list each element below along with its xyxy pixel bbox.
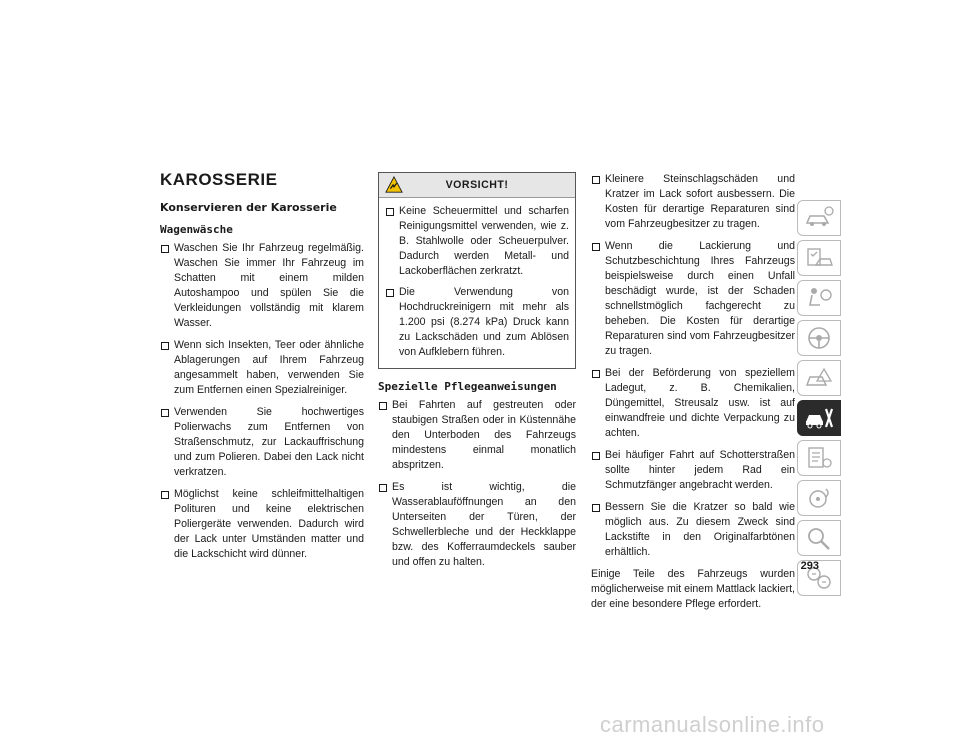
car-check-icon xyxy=(804,245,834,271)
column-right xyxy=(591,172,795,612)
watermark: carmanualsonline.info xyxy=(600,712,825,737)
specifications-icon xyxy=(804,445,834,471)
multimedia-icon xyxy=(804,485,834,511)
list-item: Keine Scheuermittel und scharfen Reinigungsmittel verwenden, wie z. B. Stahlwolle oder Scheuerpulver. Dadurch werden Metall- und Lackoberflächen zerkratzt. xyxy=(385,204,569,279)
tab-service[interactable] xyxy=(797,400,841,436)
list-item: Es ist wichtig, die Wasserablauföffnungen an den Unterseiten der Türen, der Schwellerbleche und der Heckklappe bzw. des Kofferraumdeckels sauber und offen zu halten. xyxy=(378,480,576,570)
caution-body xyxy=(379,198,575,368)
list-item: Die Verwendung von Hochdruckreinigern mit mehr als 1.200 psi (8.274 kPa) Druck kann zu Lackschäden und zum Ablösen von Aufklebern führen. xyxy=(385,285,569,360)
car-info-icon xyxy=(804,205,834,231)
search-icon xyxy=(804,525,834,551)
subsection-title: Konservieren der Karosserie xyxy=(160,201,337,214)
column-left xyxy=(160,170,364,569)
list-item: Bei häufiger Fahrt auf Schotterstraßen sollte hinter jedem Rad ein Schmutzfänger angebracht werden. xyxy=(591,448,795,493)
list-item: Möglichst keine schleifmittelhaltigen Polituren und keine elektrischen Poliergeräte verwenden. Dadurch wird der Lack unter Umständen matter und die Lackschicht wird dünner. xyxy=(160,487,364,562)
list-item: Waschen Sie Ihr Fahrzeug regelmäßig. Waschen Sie immer Ihr Fahrzeug im Schatten mit einem milden Autoshampoo und spülen Sie die Verkleidungen vollständig mit klarem Wasser. xyxy=(160,241,364,331)
special-heading: Spezielle Pflegeanweisungen xyxy=(378,380,557,393)
list-item: Bei Fahrten auf gestreuten oder staubigen Straßen oder in Küstennähe den Unterboden des Fahrzeugs mindestens einmal monatlich abspritzen. xyxy=(378,398,576,473)
warning-triangle-icon xyxy=(385,176,403,194)
car-tools-icon xyxy=(804,405,834,431)
tab-multimedia[interactable] xyxy=(797,480,841,516)
caution-title: VORSICHT! xyxy=(445,178,509,191)
care-list xyxy=(591,172,795,560)
chapter-tabs xyxy=(797,200,841,600)
steering-wheel-icon xyxy=(804,325,834,351)
car-crash-icon xyxy=(804,365,834,391)
page-number: 293 xyxy=(800,560,819,572)
tab-specs[interactable] xyxy=(797,440,841,476)
matte-paint-paragraph: Einige Teile des Fahrzeugs wurden möglicherweise mit einem Mattlack lackiert, der eine besondere Pflege erfordert. xyxy=(591,568,795,610)
tab-emergency[interactable] xyxy=(797,360,841,396)
list-item: Wenn die Lackierung und Schutzbeschichtung Ihres Fahrzeugs beispielsweise durch einen Unfall beschädigt wurde, ist der Schaden schnellstmöglich fachgerecht zu beheben. Die Kosten für derartige Reparaturen sind vom Fahrzeugbesitzer zu tragen. xyxy=(591,239,795,359)
tab-index[interactable] xyxy=(797,520,841,556)
list-item: Wenn sich Insekten, Teer oder ähnliche Ablagerungen auf Ihrem Fahrzeug angesammelt haben, verwenden Sie zum Entfernen einen Spezialreiniger. xyxy=(160,338,364,398)
tab-driving[interactable] xyxy=(797,320,841,356)
list-item: Verwenden Sie hochwertiges Polierwachs zum Entfernen von Straßenschmutz, zur Lackauffrischung und zum Polieren. Dabei den Lack nicht verkratzen. xyxy=(160,405,364,480)
tab-car-check[interactable] xyxy=(797,240,841,276)
caution-box xyxy=(378,172,576,369)
list-item: Bei der Beförderung von speziellem Ladegut, z. B. Chemikalien, Düngemittel, Streusalz usw. ist auf einwandfreie und dichte Verpackung zu achten. xyxy=(591,366,795,441)
list-item: Bessern Sie die Kratzer so bald wie möglich aus. Zu diesem Zweck sind Lackstifte in den Originalfarbtönen erhältlich. xyxy=(591,500,795,560)
airbag-seat-icon xyxy=(804,285,834,311)
special-list xyxy=(378,398,576,570)
column-middle xyxy=(378,172,576,577)
tab-car-info[interactable] xyxy=(797,200,841,236)
list-item: Kleinere Steinschlagschäden und Kratzer im Lack sofort ausbessern. Die Kosten für derartige Reparaturen sind vom Fahrzeugbesitzer zu tragen. xyxy=(591,172,795,232)
wash-list xyxy=(160,241,364,562)
tab-airbag[interactable] xyxy=(797,280,841,316)
caution-list xyxy=(385,204,569,360)
section-title: KAROSSERIE xyxy=(160,170,278,189)
caution-header xyxy=(379,173,575,198)
wash-heading: Wagenwäsche xyxy=(160,223,233,236)
